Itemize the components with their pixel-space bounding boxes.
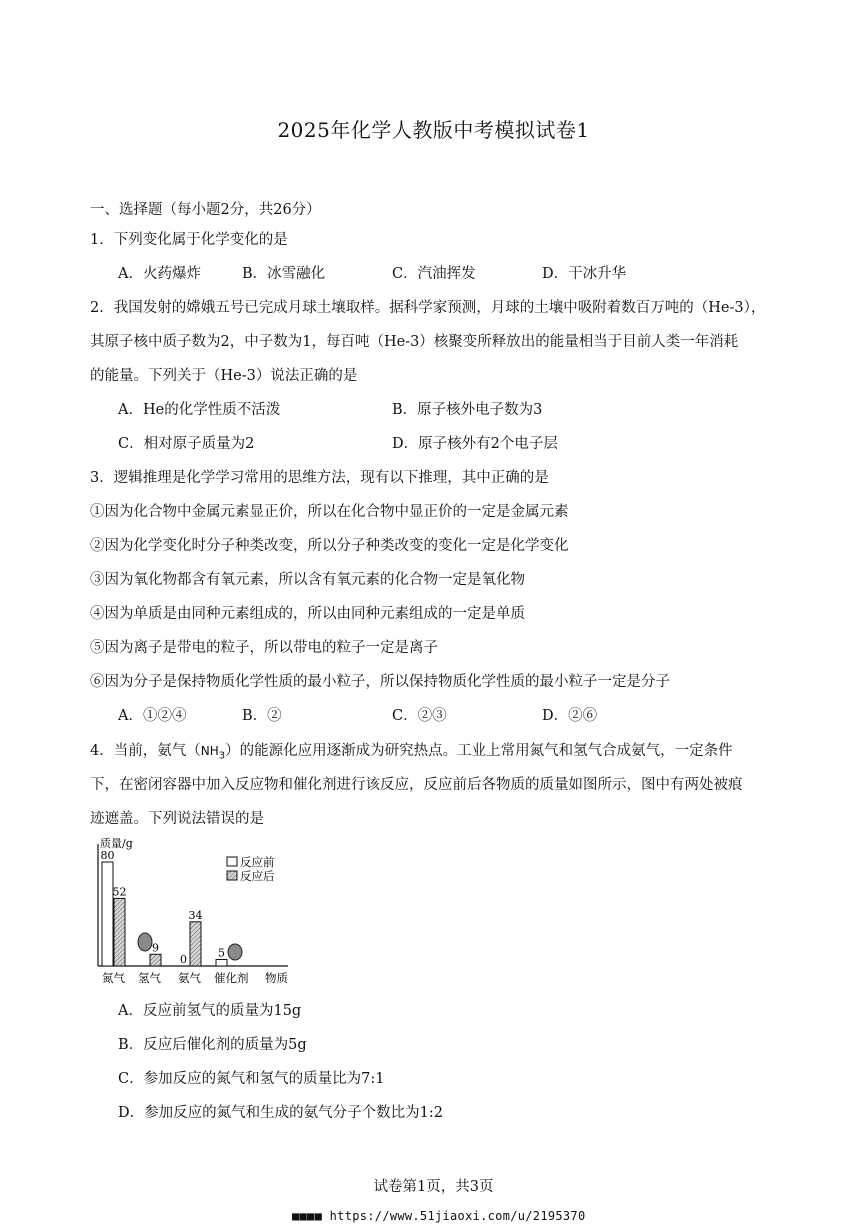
question-2-option-d: D．原子核外有2个电子层 [392, 436, 558, 452]
question-2-option-c: C．相对原子质量为2 [118, 436, 255, 452]
mass-bar-chart [88, 836, 308, 992]
question-2-line-2: 其原子核中质子数为2，中子数为1，每百吨（He-3）核聚变所释放出的能量相当于目前人类一年消耗 [90, 334, 739, 350]
question-4-line-1-end: ）的能源化应用逐渐成为研究热点。工业上常用氮气和氢气合成氨气，一定条件 [225, 743, 733, 759]
question-3-statement-1: ①因为化合物中金属元素显正价，所以在化合物中显正价的一定是金属元素 [90, 504, 569, 520]
section-heading: 一、选择题（每小题2分，共26分） [90, 202, 321, 218]
question-1-option-a: A．火药爆炸 [118, 266, 201, 282]
question-4-line-2: 下，在密闭容器中加入反应物和催化剂进行该反应，反应前后各物质的质量如图所示，图中有两处被痕 [90, 777, 743, 793]
bar-label-反应后-氮气: 52 [112, 885, 127, 899]
bar-label-反应前-氨气: 0 [180, 953, 187, 966]
document-title: 2025年化学人教版中考模拟试卷1 [277, 118, 590, 142]
x-tick-氨气: 氨气 [178, 971, 201, 985]
bar-label-反应后-氢气: 9 [152, 941, 159, 955]
question-4-option-b: B．反应后催化剂的质量为5g [118, 1037, 307, 1053]
question-4-line-1 [90, 739, 733, 761]
question-4-line-3: 迹遮盖。下列说法错误的是 [90, 811, 264, 827]
legend-swatch-反应前 [227, 857, 237, 866]
question-3-statement-4: ④因为单质是由同种元素组成的，所以由同种元素组成的一定是单质 [90, 606, 525, 622]
question-3-statement-3: ③因为氧化物都含有氧元素，所以含有氧元素的化合物一定是氧化物 [90, 572, 525, 588]
obscured-blot-catalyst [228, 944, 242, 960]
legend-label-反应前: 反应前 [240, 855, 275, 869]
question-3-stem: 3．逻辑推理是化学学习常用的思维方法，现有以下推理，其中正确的是 [90, 470, 549, 486]
x-tick-氮气: 氮气 [102, 971, 125, 985]
bar-label-反应后-氨气: 34 [188, 908, 203, 922]
question-1-option-b: B．冰雪融化 [242, 266, 326, 282]
question-4-line-1-start: 4．当前，氨气（ [90, 743, 201, 759]
bar-反应前-催化剂 [216, 960, 227, 967]
x-tick-催化剂: 催化剂 [214, 971, 249, 985]
question-1-option-c: C．汽油挥发 [392, 266, 476, 282]
x-tick-氢气: 氢气 [138, 971, 161, 985]
question-2-line-1: 2．我国发射的嫦娥五号已完成月球土壤取样。据科学家预测，月球的土壤中吸附着数百万吨的（He-3）， [90, 300, 766, 316]
question-1-option-d: D．干冰升华 [542, 266, 627, 282]
bar-反应后-氮气 [114, 898, 125, 966]
mass-bar-chart-svg [88, 836, 308, 992]
question-4-option-d: D．参加反应的氮气和生成的氨气分子个数比为1:2 [118, 1105, 443, 1121]
question-3-option-c: C．②③ [392, 708, 447, 724]
ammonia-formula [200, 744, 226, 762]
bar-反应后-氨气 [190, 922, 201, 966]
question-2-option-b: B．原子核外电子数为3 [392, 402, 543, 418]
watermark [292, 1209, 585, 1223]
question-3-statement-2: ②因为化学变化时分子种类改变，所以分子种类改变的变化一定是化学变化 [90, 538, 569, 554]
ammonia-formula-subscript: 3 [218, 750, 226, 762]
question-2-option-a: A．He的化学性质不活泼 [118, 402, 281, 418]
watermark-prefix: ■■■■ [292, 1209, 323, 1223]
legend-swatch-反应后 [227, 871, 237, 880]
question-3-statement-6: ⑥因为分子是保持物质化学性质的最小粒子，所以保持物质化学性质的最小粒子一定是分子 [90, 674, 670, 690]
question-3-statement-5: ⑤因为离子是带电的粒子，所以带电的粒子一定是离子 [90, 640, 438, 656]
x-axis-label: 物质 [265, 971, 288, 985]
question-4-option-a: A．反应前氢气的质量为15g [118, 1003, 302, 1019]
question-1-stem: 1．下列变化属于化学变化的是 [90, 232, 288, 248]
bar-label-反应前-催化剂: 5 [218, 946, 225, 960]
question-2-line-3: 的能量。下列关于（He-3）说法正确的是 [90, 368, 358, 384]
bar-反应后-氢气 [150, 954, 161, 966]
page-footer: 试卷第1页，共3页 [373, 1179, 494, 1195]
y-axis-label: 质量/g [100, 837, 133, 850]
obscured-blot-hydrogen [138, 933, 152, 951]
legend-label-反应后: 反应后 [240, 869, 275, 883]
bar-反应前-氮气 [102, 862, 113, 966]
question-4-option-c: C．参加反应的氮气和氢气的质量比为7:1 [118, 1071, 385, 1087]
question-3-option-b: B．② [242, 708, 282, 724]
watermark-url: https://www.51jiaoxi.com/u/2195370 [329, 1209, 586, 1223]
bar-label-反应前-氮气: 80 [100, 849, 115, 862]
ammonia-formula-base: NH [200, 744, 219, 758]
question-3-option-d: D．②⑥ [542, 708, 598, 724]
question-3-option-a: A．①②④ [118, 708, 187, 724]
